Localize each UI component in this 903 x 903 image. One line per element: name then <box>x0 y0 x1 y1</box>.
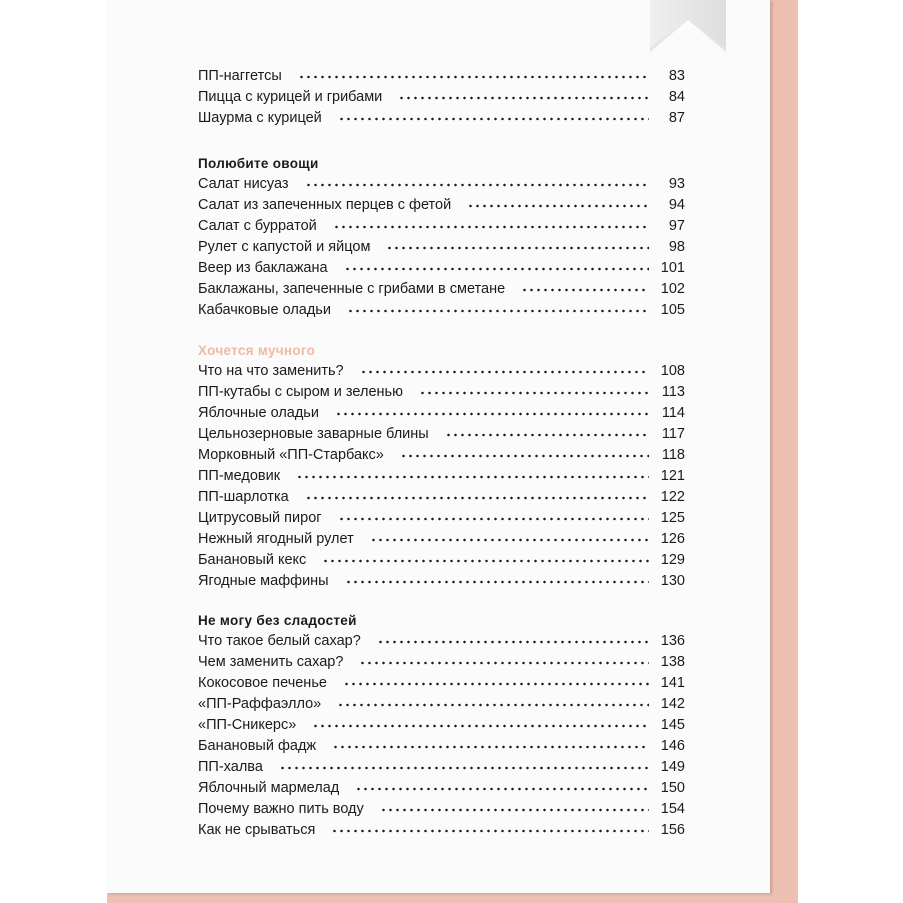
dot-leader <box>377 640 649 644</box>
dot-leader <box>345 580 649 584</box>
toc-entry-page-number: 101 <box>660 260 685 276</box>
toc-entry-page-number: 105 <box>660 302 685 318</box>
toc-entry[interactable] <box>198 550 685 571</box>
toc-entry[interactable] <box>198 403 685 424</box>
toc-entry[interactable] <box>198 757 685 778</box>
toc-entry[interactable] <box>198 487 685 508</box>
toc-entry[interactable] <box>198 571 685 592</box>
dot-leader <box>322 559 649 563</box>
toc-entry-title: Шаурма с курицей <box>198 110 322 126</box>
toc-entry[interactable] <box>198 300 685 321</box>
toc-entry-title: Цельнозерновые заварные блины <box>198 426 429 442</box>
toc-entry[interactable] <box>198 631 685 652</box>
toc-entry[interactable] <box>198 673 685 694</box>
dot-leader <box>398 96 649 100</box>
toc-entry-page-number: 122 <box>660 489 685 505</box>
toc-entry-page-number: 125 <box>660 510 685 526</box>
toc-entry-title: Яблочные оладьи <box>198 405 319 421</box>
toc-entry-title: ПП-кутабы с сыром и зеленью <box>198 384 403 400</box>
toc-entry-title: ПП-халва <box>198 759 263 775</box>
toc-entry[interactable] <box>198 279 685 300</box>
toc-section-sweets <box>198 611 685 841</box>
toc-entry-title: Кокосовое печенье <box>198 675 327 691</box>
toc-entry-title: Чем заменить сахар? <box>198 654 344 670</box>
section-heading: Полюбите овощи <box>198 156 319 171</box>
dot-leader <box>331 829 649 833</box>
toc-entry[interactable] <box>198 466 685 487</box>
toc-entry[interactable] <box>198 445 685 466</box>
toc-entry[interactable] <box>198 174 685 195</box>
toc-section-vegetables <box>198 154 685 321</box>
toc-entry-title: Салат с буррaтой <box>198 218 317 234</box>
toc-entry-page-number: 84 <box>668 89 685 105</box>
dot-leader <box>305 496 649 500</box>
toc-entry-page-number: 154 <box>660 801 685 817</box>
dot-leader <box>344 267 649 271</box>
dot-leader <box>419 391 649 395</box>
dot-leader <box>335 412 649 416</box>
toc-entry-page-number: 97 <box>668 218 685 234</box>
toc-entry[interactable] <box>198 508 685 529</box>
dot-leader <box>467 204 649 208</box>
toc-entry-page-number: 136 <box>660 633 685 649</box>
dot-leader <box>359 661 649 665</box>
toc-entry-page-number: 130 <box>660 573 685 589</box>
toc-entry[interactable] <box>198 66 685 87</box>
toc-entry-title: ПП-шарлотка <box>198 489 289 505</box>
toc-entry[interactable] <box>198 652 685 673</box>
toc-entry-page-number: 142 <box>660 696 685 712</box>
dot-leader <box>343 682 649 686</box>
dot-leader <box>305 183 649 187</box>
dot-leader <box>380 808 649 812</box>
toc-entry[interactable] <box>198 237 685 258</box>
toc-entry-title: Банановый фадж <box>198 738 317 754</box>
toc-entry-page-number: 150 <box>660 780 685 796</box>
dot-leader <box>338 517 649 521</box>
toc-entry-title: Что такое белый сахар? <box>198 633 361 649</box>
section-heading: Хочется мучного <box>198 343 316 358</box>
toc-entry-title: Салат нисуаз <box>198 176 289 192</box>
toc-entry-title: Баклажаны, запеченные с грибами в сметане <box>198 281 506 297</box>
toc-entry-title: Рулет с капустой и яйцом <box>198 239 371 255</box>
dot-leader <box>360 370 649 374</box>
dot-leader <box>296 475 649 479</box>
dot-leader <box>445 433 649 437</box>
toc-entry[interactable] <box>198 424 685 445</box>
toc-entry[interactable] <box>198 529 685 550</box>
dot-leader <box>355 787 649 791</box>
dot-leader <box>370 538 649 542</box>
toc-entry-page-number: 121 <box>660 468 685 484</box>
toc-entry-title: Яблочный мармелад <box>198 780 340 796</box>
toc-entry-title: Нежный ягодный рулет <box>198 531 354 547</box>
toc-entry-page-number: 129 <box>660 552 685 568</box>
dot-leader <box>332 745 649 749</box>
toc-entry-page-number: 145 <box>660 717 685 733</box>
toc-entry[interactable] <box>198 258 685 279</box>
toc-entry-page-number: 98 <box>668 239 685 255</box>
toc-entry-page-number: 138 <box>660 654 685 670</box>
toc-entry-title: Веер из баклажана <box>198 260 328 276</box>
toc-entry-page-number: 94 <box>668 197 685 213</box>
toc-entry-page-number: 156 <box>660 822 685 838</box>
dot-leader <box>386 246 649 250</box>
toc-entry[interactable] <box>198 778 685 799</box>
toc-entry-page-number: 102 <box>660 281 685 297</box>
toc-entry-title: Пицца с курицей и грибами <box>198 89 383 105</box>
toc-entry-title: ПП-медовик <box>198 468 281 484</box>
toc-entry[interactable] <box>198 87 685 108</box>
toc-entry-title: Банановый кекс <box>198 552 307 568</box>
toc-entry-page-number: 113 <box>661 384 685 400</box>
dot-leader <box>347 309 649 313</box>
dot-leader <box>521 288 649 292</box>
toc-entry[interactable] <box>198 216 685 237</box>
toc-entry-title: ПП-наггетсы <box>198 68 282 84</box>
dot-leader <box>279 766 649 770</box>
toc-entry-title: Кабачковые оладьи <box>198 302 331 318</box>
section-heading: Не могу без сладостей <box>198 613 357 628</box>
toc-entry-page-number: 149 <box>660 759 685 775</box>
toc-entry[interactable] <box>198 820 685 841</box>
toc-entry[interactable] <box>198 736 685 757</box>
toc-entry-title: Морковный «ПП-Старбакс» <box>198 447 384 463</box>
table-of-contents <box>198 66 685 838</box>
toc-entry-page-number: 118 <box>661 447 685 463</box>
dot-leader <box>312 724 649 728</box>
toc-entry[interactable] <box>198 694 685 715</box>
toc-entry-page-number: 93 <box>668 176 685 192</box>
toc-entry[interactable] <box>198 382 685 403</box>
toc-entry-page-number: 114 <box>661 405 685 421</box>
toc-entry-page-number: 108 <box>660 363 685 379</box>
toc-entry-title: Цитрусовый пирог <box>198 510 322 526</box>
dot-leader <box>337 703 649 707</box>
toc-entry[interactable] <box>198 361 685 382</box>
toc-entry-title: Почему важно пить воду <box>198 801 364 817</box>
toc-section-pastry <box>198 341 685 592</box>
toc-entry-title: Ягодные маффины <box>198 573 329 589</box>
toc-entry-title: Что на что заменить? <box>198 363 344 379</box>
dot-leader <box>400 454 649 458</box>
toc-entry[interactable] <box>198 195 685 216</box>
toc-entry-page-number: 146 <box>660 738 685 754</box>
toc-entry-page-number: 87 <box>668 110 685 126</box>
toc-entry-title: Салат из запеченных перцев с фетой <box>198 197 452 213</box>
dot-leader <box>338 117 649 121</box>
toc-entry-page-number: 83 <box>668 68 685 84</box>
toc-entry-page-number: 126 <box>660 531 685 547</box>
dot-leader <box>333 225 649 229</box>
toc-entry-page-number: 141 <box>660 675 685 691</box>
toc-entry[interactable] <box>198 108 685 129</box>
toc-section-meat <box>198 66 685 129</box>
dot-leader <box>298 75 649 79</box>
toc-entry-title: Как не срываться <box>198 822 316 838</box>
toc-entry-page-number: 117 <box>661 426 685 442</box>
toc-entry[interactable] <box>198 715 685 736</box>
toc-entry[interactable] <box>198 799 685 820</box>
toc-entry-title: «ПП-Раффаэлло» <box>198 696 322 712</box>
toc-entry-title: «ПП-Сникерс» <box>198 717 297 733</box>
